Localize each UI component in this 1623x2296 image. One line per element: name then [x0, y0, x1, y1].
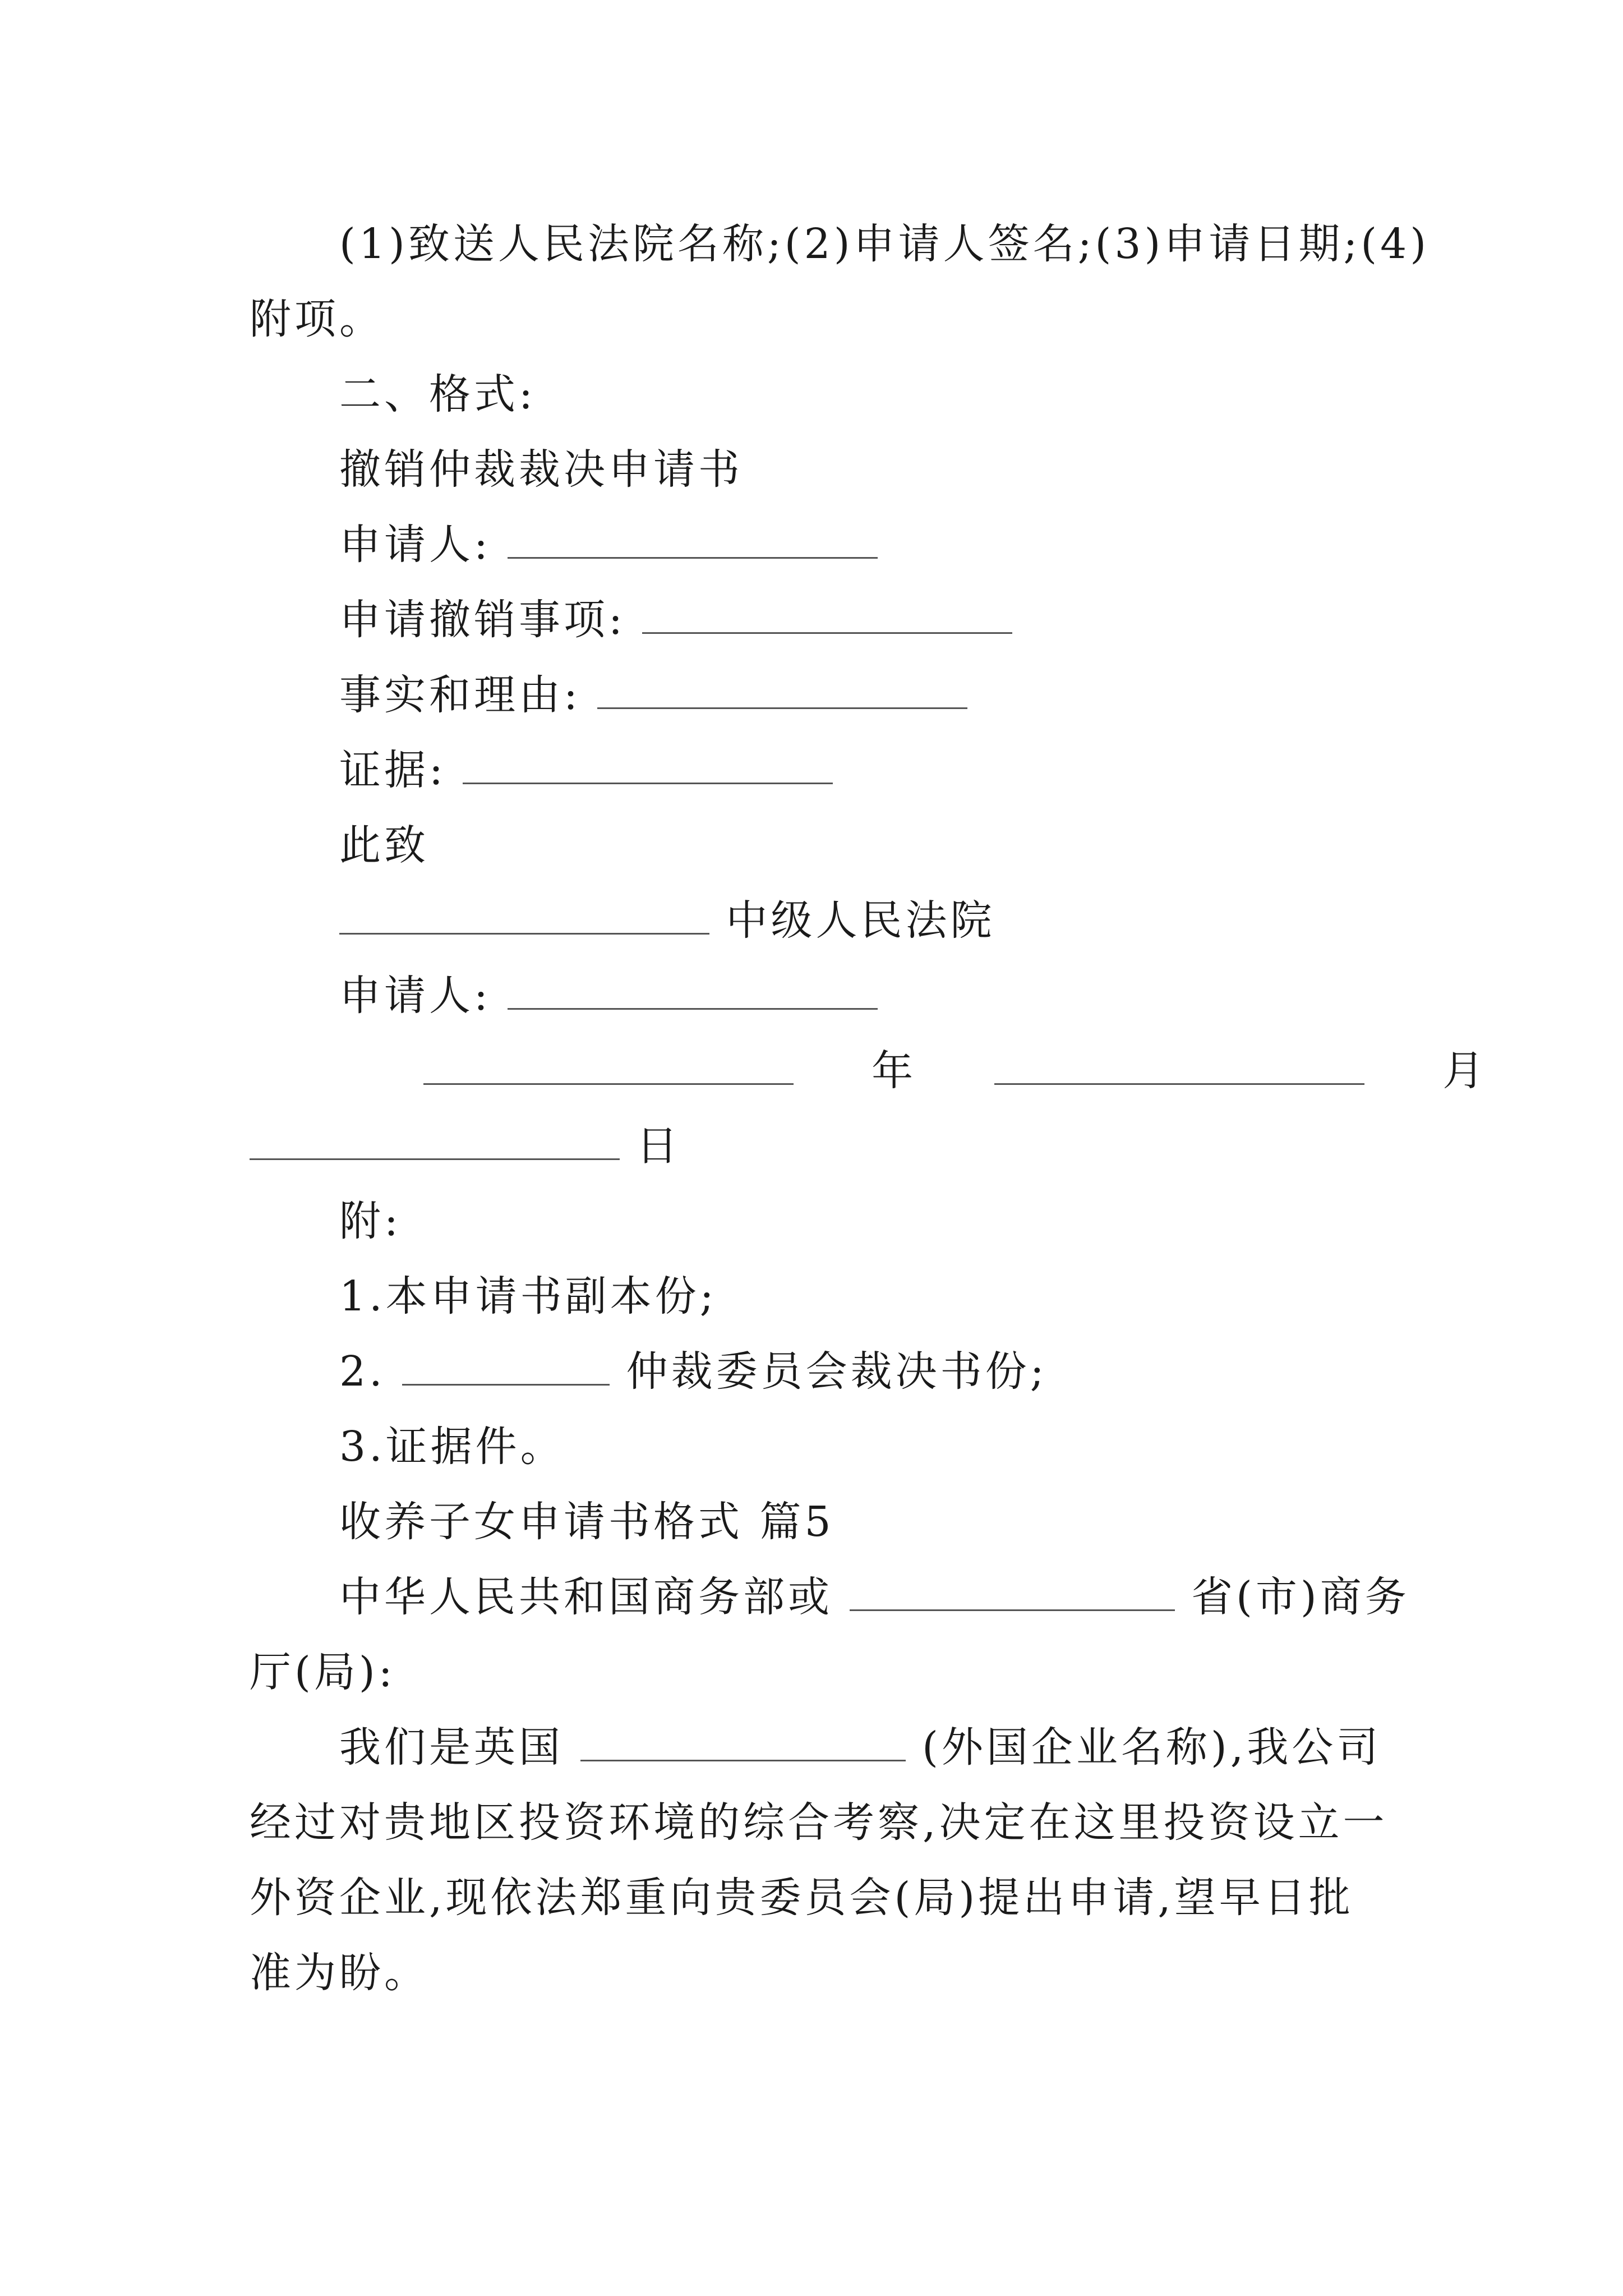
- paragraph-line: 准为盼。: [250, 1949, 429, 1997]
- revocation-matter-field: [339, 596, 1012, 644]
- signature-applicant-field: [339, 972, 878, 1020]
- fill-blank: [850, 1609, 1175, 1611]
- attachment-item: [339, 1347, 1048, 1396]
- fill-blank: [508, 1008, 878, 1010]
- attachment-item: 1.本申请书副本份;: [339, 1272, 717, 1320]
- fill-blank: [508, 557, 878, 559]
- field-label: 事实和理由:: [339, 671, 581, 719]
- salutation: 此致: [339, 821, 429, 869]
- date-line: [423, 1047, 1488, 1095]
- paragraph-line: (1)致送人民法院名称;(2)申请人签名;(3)申请日期;(4): [339, 220, 1430, 268]
- evidence-field: [339, 746, 833, 794]
- form-title: 撤销仲裁裁决申请书: [339, 445, 743, 494]
- fill-blank: [597, 707, 967, 709]
- year-label: 年: [872, 1047, 917, 1095]
- month-label: 月: [1442, 1047, 1488, 1095]
- day-line: [250, 1122, 681, 1170]
- section-title: 收养子女申请书格式 篇5: [339, 1498, 834, 1546]
- addressee-line: [339, 1573, 1410, 1621]
- paragraph-line: 附项。: [250, 295, 384, 343]
- court-name: 中级人民法院: [726, 896, 995, 945]
- fill-blank: [339, 933, 709, 935]
- applicant-field: [339, 521, 878, 569]
- addressee-line: 厅(局):: [250, 1648, 396, 1696]
- fill-blank: [580, 1760, 906, 1761]
- item-number: 2.: [339, 1347, 386, 1396]
- fill-blank: [250, 1158, 620, 1160]
- field-label: 申请人:: [339, 521, 491, 569]
- paragraph-text: (外国企业名称),我公司: [922, 1723, 1382, 1772]
- attachments-heading: 附:: [339, 1197, 402, 1245]
- day-label: 日: [636, 1122, 681, 1170]
- section-heading: 二、格式:: [339, 370, 536, 418]
- fill-blank: [423, 1083, 794, 1085]
- fill-blank: [994, 1083, 1364, 1085]
- paragraph-line: 经过对贵地区投资环境的综合考察,决定在这里投资设立一: [250, 1798, 1388, 1847]
- paragraph-line: [339, 1723, 1382, 1772]
- facts-reasons-field: [339, 671, 967, 719]
- attachment-item: 3.证据件。: [339, 1423, 565, 1471]
- fill-blank: [642, 632, 1012, 634]
- item-text: 仲裁委员会裁决书份;: [626, 1347, 1048, 1396]
- paragraph-line: 外资企业,现依法郑重向贵委员会(局)提出申请,望早日批: [250, 1874, 1354, 1922]
- paragraph-text: 我们是英国: [339, 1723, 564, 1772]
- field-label: 证据:: [339, 746, 446, 794]
- addressee-text: 中华人民共和国商务部或: [339, 1573, 833, 1621]
- field-label: 申请人:: [339, 972, 491, 1020]
- fill-blank: [402, 1384, 610, 1386]
- field-label: 申请撤销事项:: [339, 596, 626, 644]
- court-line: [339, 896, 995, 945]
- addressee-text: 省(市)商务: [1191, 1573, 1410, 1621]
- fill-blank: [463, 783, 833, 784]
